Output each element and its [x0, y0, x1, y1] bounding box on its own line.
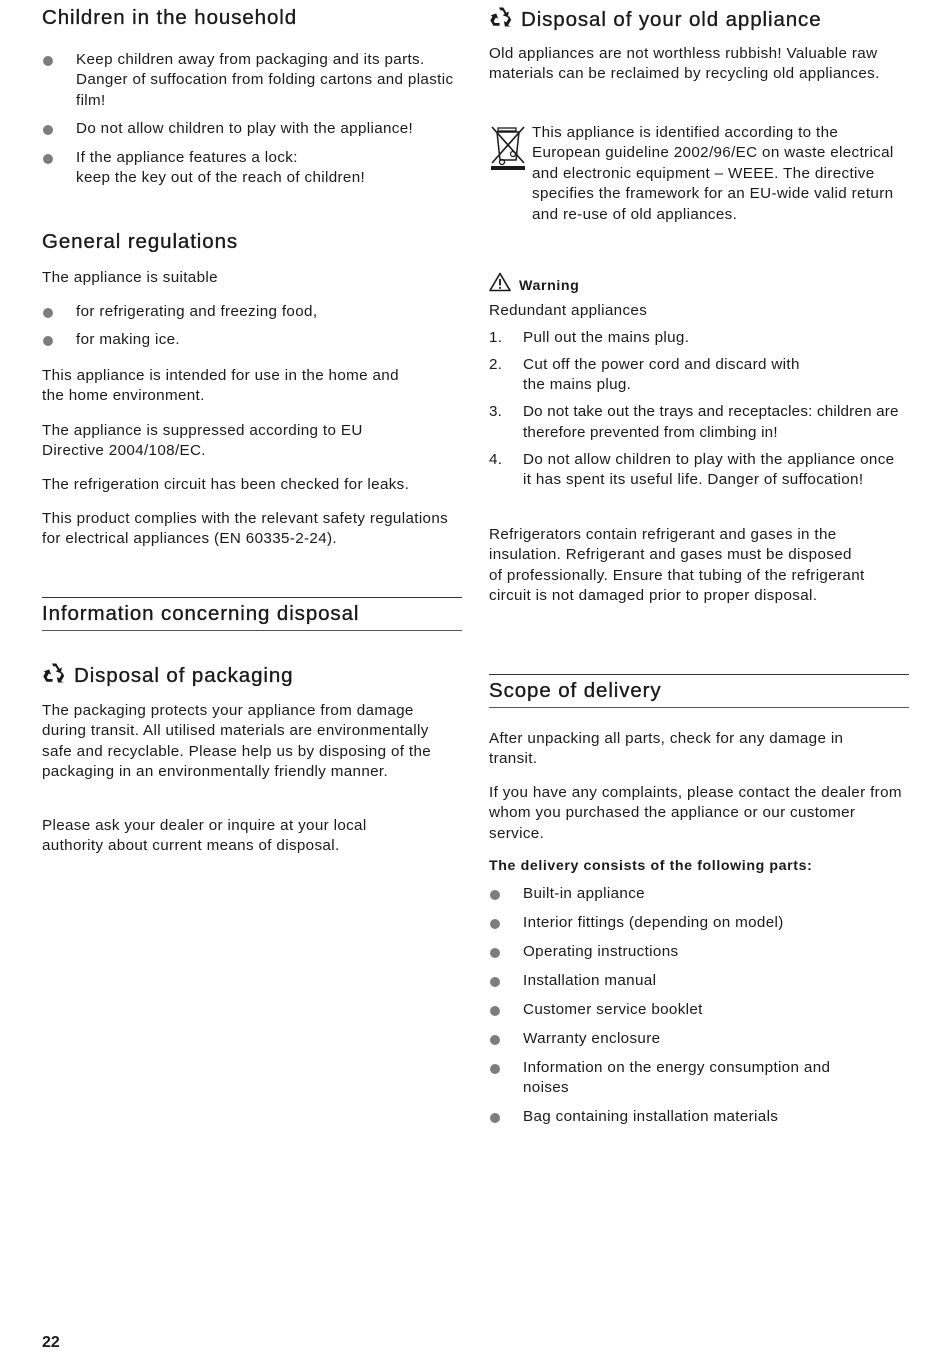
- step-text: Do not allow children to play with the appliance once it has spent its useful life. Danger of suffocation!: [523, 450, 895, 488]
- list-item: for refrigerating and freezing food,: [42, 302, 462, 322]
- step-number: 2.: [489, 355, 503, 373]
- list-item: [42, 148, 462, 189]
- children-list: [42, 50, 462, 188]
- paragraph: If you have any complaints, please contact the dealer from whom you purchased the appliance or our customer service.: [489, 784, 902, 842]
- warning-label: Warning: [519, 278, 580, 294]
- list-item: [489, 328, 909, 348]
- paragraph: The packaging protects your appliance from damage during transit. All utilised materials are environmentally safe and recyclable. Please help us by disposing of the packaging in an environmentally friendly manner.: [42, 702, 432, 781]
- section-scope-of-delivery: [489, 674, 909, 708]
- heading-info-disposal: Information concerning disposal: [42, 602, 360, 625]
- paragraph: Please ask your dealer or inquire at your local authority about current means of disposal.: [42, 817, 367, 855]
- list-item: Installation manual: [489, 971, 909, 991]
- list-item: for making ice.: [42, 330, 462, 350]
- list-item: Bag containing installation materials: [489, 1107, 909, 1127]
- list-item: Built-in appliance: [489, 884, 909, 904]
- list-item: Warranty enclosure: [489, 1029, 909, 1049]
- step-text: Do not take out the trays and receptacles: children are therefore prevented from climbing in!: [523, 403, 899, 441]
- step-number: 1.: [489, 329, 503, 346]
- section-info-disposal: [42, 597, 462, 631]
- parts-label: The delivery consists of the following parts:: [489, 858, 813, 874]
- paragraph: The refrigeration circuit has been checked for leaks.: [42, 476, 410, 493]
- warning-intro: Redundant appliances: [489, 302, 648, 319]
- paragraph: This appliance is intended for use in the home and the home environment.: [42, 367, 399, 405]
- list-item: [489, 355, 909, 396]
- page-number: 22: [42, 1334, 60, 1351]
- heading-children: Children in the household: [42, 6, 297, 29]
- paragraph: The appliance is suppressed according to EU Directive 2004/108/EC.: [42, 422, 363, 460]
- list-item: [489, 402, 909, 443]
- list-item: Operating instructions: [489, 942, 909, 962]
- list-item: Information on the energy consumption and noises: [489, 1058, 909, 1099]
- list-item: Do not allow children to play with the appliance!: [42, 119, 462, 139]
- step-number: 3.: [489, 403, 503, 421]
- heading-general-regulations: General regulations: [42, 230, 239, 253]
- list-item: Customer service booklet: [489, 1000, 909, 1020]
- weee-text: This appliance is identified according to the European guideline 2002/96/EC on waste electrical and electronic equipment – WEEE. The directive specifies the framework for an EU-wide valid return and re-use of old appliances.: [532, 124, 894, 223]
- recycle-icon: [42, 661, 66, 685]
- heading-scope-of-delivery: Scope of delivery: [489, 679, 662, 702]
- list-item: Interior fittings (depending on model): [489, 913, 909, 933]
- warning-steps: [489, 328, 909, 490]
- refrigerant-text: Refrigerators contain refrigerant and gases in the insulation. Refrigerant and gases must be disposed of professionally. Ensure that tubing of the refrigerant circuit is not damaged prior to proper disposal.: [489, 526, 865, 605]
- paragraph: Old appliances are not worthless rubbish! Valuable raw materials can be reclaimed by recycling old appliances.: [489, 45, 880, 83]
- general-list: [42, 302, 462, 351]
- warning-header: [489, 272, 909, 295]
- heading-text: Disposal of packaging: [74, 664, 294, 687]
- list-item: [489, 450, 909, 491]
- warning-triangle-icon: [489, 272, 511, 292]
- heading-disposal-old-appliance: [489, 5, 909, 33]
- heading-disposal-packaging: [42, 661, 462, 689]
- step-text: Cut off the power cord and discard with the mains plug.: [523, 355, 800, 394]
- list-item-text: If the appliance features a lock:: [76, 148, 298, 166]
- general-intro: The appliance is suitable: [42, 269, 218, 286]
- paragraph: This product complies with the relevant safety regulations for electrical appliances (EN 60335-2-24).: [42, 510, 449, 548]
- recycle-icon: [489, 5, 513, 29]
- paragraph: After unpacking all parts, check for any damage in transit.: [489, 730, 844, 768]
- list-item: Keep children away from packaging and its parts. Danger of suffocation from folding cartons and plastic film!: [42, 50, 462, 111]
- heading-text: Disposal of your old appliance: [521, 8, 822, 31]
- step-number: 4.: [489, 450, 503, 468]
- list-item-text: keep the key out of the reach of children!: [76, 169, 366, 187]
- crossed-out-wheelie-bin-icon: [489, 124, 527, 170]
- parts-list: [489, 884, 909, 1128]
- step-text: Pull out the mains plug.: [523, 329, 690, 346]
